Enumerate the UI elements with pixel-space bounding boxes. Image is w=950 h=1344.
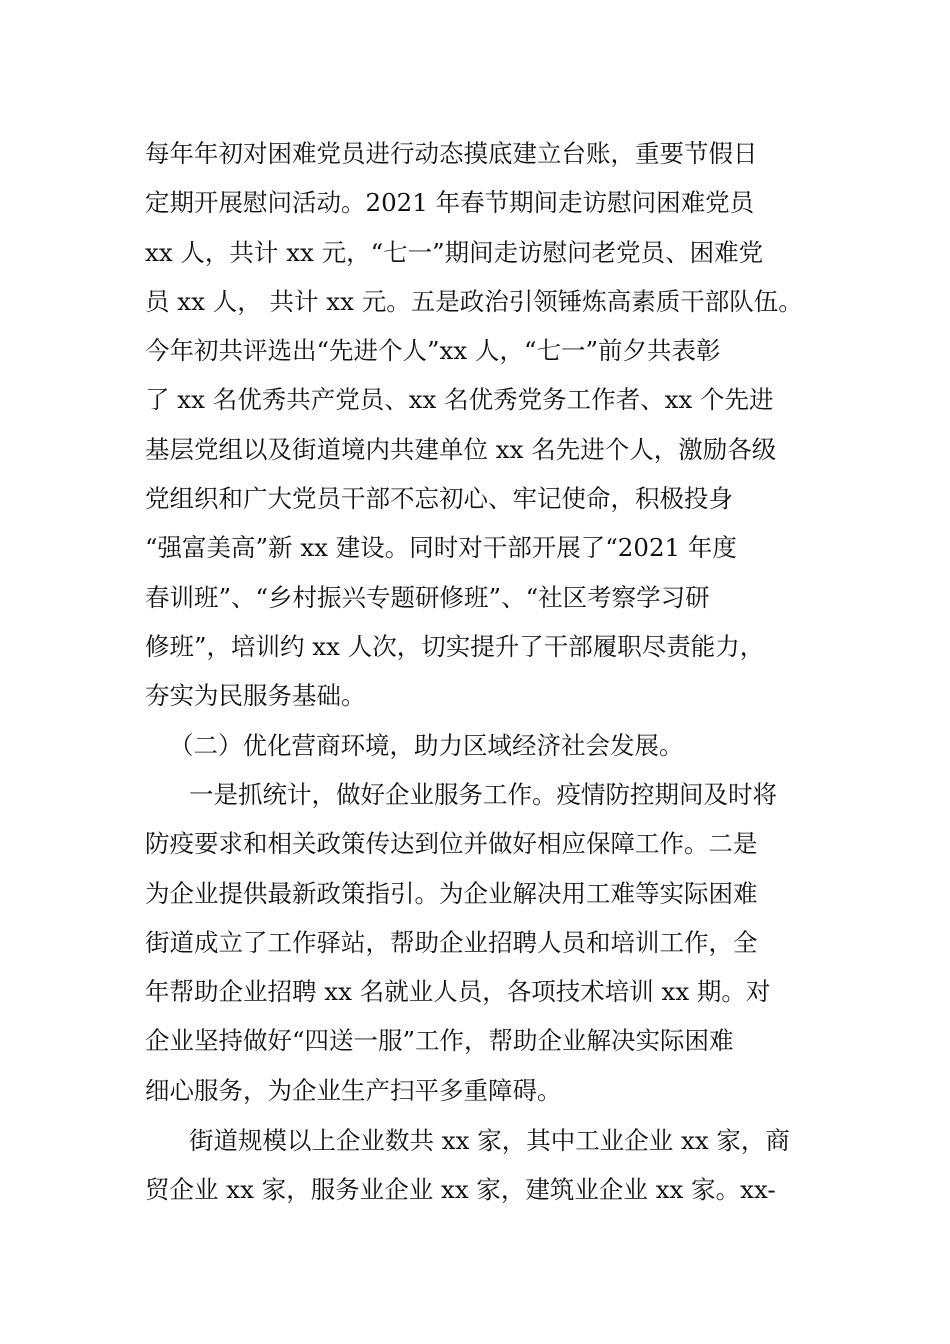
text-line: 年帮助企业招聘 xx 名就业人员，各项技术培训 xx 期。对 [145,977,771,1007]
text-line: “强富美高”新 xx 建设。同时对干部开展了“2021 年度 [145,533,737,563]
text-line: 定期开展慰问活动。2021 年春节期间走访慰问困难党员 [145,188,755,218]
text-line: 为企业提供最新政策指引。为企业解决用工难等实际困难 [145,878,758,908]
paragraph-3 [145,1116,815,1215]
text-line: 基层党组以及街道境内共建单位 xx 名先进个人，激励各级 [145,434,777,464]
text-line: 防疫要求和相关政策传达到位并做好相应保障工作。二是 [145,829,758,859]
text-line: 修班”，培训约 xx 人次，切实提升了干部履职尽责能力， [145,631,765,661]
text-line: 了 xx 名优秀共产党员、xx 名优秀党务工作者、xx 个先进 [145,385,774,415]
text-line: 员 xx 人， 共计 xx 元。五是政治引领锤炼高素质干部队伍。 [145,286,803,316]
text-line: 街道成立了工作驿站，帮助企业招聘人员和培训工作，全 [145,927,758,957]
text-line: xx 人，共计 xx 元，“七一”期间走访慰问老党员、困难党 [145,237,764,267]
text-line: 一是抓统计，做好企业服务工作。疫情防控期间及时将 [189,780,777,809]
text-line: 贸企业 xx 家，服务业企业 xx 家，建筑业企业 xx 家。xx- [145,1175,776,1205]
text-line: 每年年初对困难党员进行动态摸底建立台账，重要节假日 [145,139,758,168]
paragraph-1 [145,129,815,721]
text-line: 企业坚持做好“四送一服”工作，帮助企业解决实际困难 [145,1026,734,1056]
text-line: 春训班”、“乡村振兴专题研修班”、“社区考察学习研 [145,582,710,612]
paragraph-2 [145,770,815,1115]
text-line: 细心服务，为企业生产扫平多重障碍。 [145,1075,562,1105]
text-line: 夯实为民服务基础。 [145,681,366,711]
text-line: 街道规模以上企业数共 xx 家，其中工业企业 xx 家，商 [189,1126,790,1155]
text-line: 今年初共评选出“先进个人”xx 人，“七一”前夕共表彰 [145,336,721,366]
section-heading-block [145,721,815,770]
section-heading: （二）优化营商环境，助力区域经济社会发展。 [169,731,684,760]
text-line: 党组织和广大党员干部不忘初心、牢记使命，积极投身 [145,484,733,514]
